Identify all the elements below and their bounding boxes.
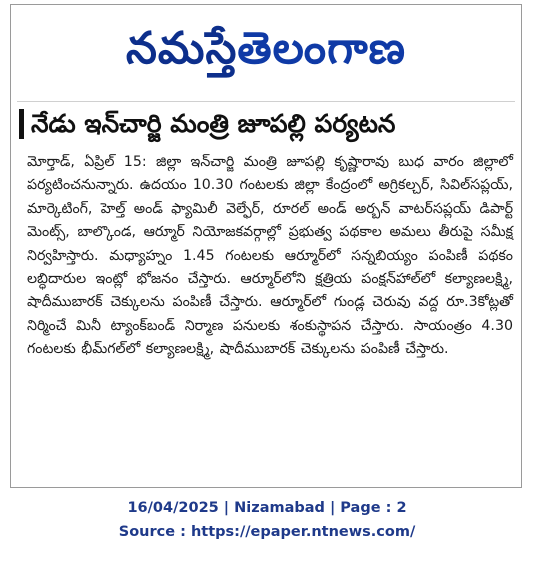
masthead-word-namaste: నమస్తే — [126, 23, 238, 74]
source-link[interactable]: Source : https://epaper.ntnews.com/ — [118, 524, 416, 540]
headline-accent-bar — [19, 109, 24, 139]
newspaper-clipping — [10, 4, 522, 488]
edition-info: 16/04/2025 | Nizamabad | Page : 2 — [127, 500, 407, 516]
headline-section — [17, 101, 515, 146]
article-headline: నేడు ఇన్‌చార్జి మంత్రి జూపల్లి పర్యటన — [31, 109, 396, 138]
masthead-word-telangana: తెలంగాణ — [237, 23, 406, 74]
newspaper-masthead — [11, 11, 521, 87]
article-body: మోర్తాడ్, ఏప్రిల్ 15: జిల్లా ఇన్‌చార్జి మంత్రి జూపల్లి కృష్ణారావు బుధ వారం జిల్లాలో పర్యటించనున్నారు. ఉదయం 10.30 గంటలకు జిల్లా కేంద్రంలో అగ్రికల్చర్, సివిల్‌సప్లయ్, మార్కెటింగ్, హెల్త్ అండ్ ఫ్యామిలీ వెల్ఫేర్, రూరల్ అండ్ అర్బన్ వాటర్‌సప్లయ్ డిపార్ట్ మెంట్స్, బాల్కొండ, ఆర్మూర్ నియోజకవర్గాల్లో ప్రభుత్వ పథకాల అమలు తీరుపై సమీక్ష నిర్వహిస్తారు. మధ్యాహ్నం 1.45 గంటలకు ఆర్మూర్‌లో సన్నబియ్యం పంపిణీ పథకం లబ్ధిదారుల ఇంట్లో భోజనం చేస్తారు. ఆర్మూర్‌లోని క్షత్రియ పంక్షన్‌హాల్‌లో కల్యాణలక్ష్మి, షాదీముబారక్ చెక్కులను పంపిణీ చేస్తారు. ఆర్మూర్‌లో గుండ్ల చెరువు వద్ద రూ.3కోట్లతో నిర్మించే మినీ ట్యాంక్‌బండ్ నిర్మాణ పనులకు శంకుస్థాపన చేస్తారు. సాయంత్రం 4.30 గంటలకు భీమ్‌గల్‌లో కల్యాణలక్ష్మి, షాదీముబారక్ చెక్కులను పంపిణీ చేస్తారు. — [27, 154, 513, 358]
